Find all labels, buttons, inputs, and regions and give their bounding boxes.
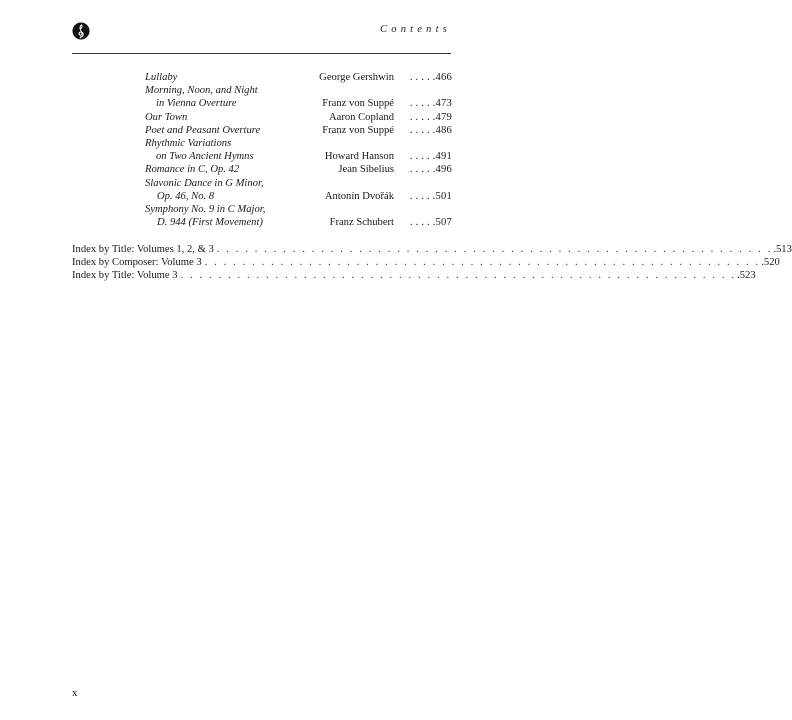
work-entry-continued xyxy=(145,97,452,110)
dot-leader: . . . . . . . . . . . . . . . . . . . . . . . . . . . . . . . . . . . . . . . . . . . . . . . . . . . . . . . . . . . xyxy=(180,270,737,282)
work-entry xyxy=(145,203,452,216)
work-entry xyxy=(145,177,452,190)
running-head: Contents xyxy=(380,24,451,35)
index-entry xyxy=(72,269,756,282)
work-composer: Franz von Suppé xyxy=(322,98,394,110)
work-page: . . . . .491 xyxy=(409,151,452,163)
work-entry xyxy=(145,124,452,137)
work-title: Slavonic Dance in G Minor, xyxy=(145,177,264,189)
work-title-continued: on Two Ancient Hymns xyxy=(156,151,254,163)
index-list xyxy=(72,243,792,283)
index-page: .513 xyxy=(773,244,792,255)
work-composer: Antonín Dvořák xyxy=(324,190,394,202)
index-label: Index by Title: Volumes 1, 2, & 3 xyxy=(72,244,214,255)
index-page: .520 xyxy=(761,257,780,269)
work-entry xyxy=(145,111,452,124)
works-list xyxy=(145,71,452,229)
work-page: . . . . .473 xyxy=(409,98,452,110)
work-page: . . . . .501 xyxy=(409,190,452,202)
work-composer: George Gershwin xyxy=(319,72,394,83)
work-page: . . . . .466 xyxy=(409,72,452,83)
work-composer: Franz von Suppé xyxy=(322,124,394,136)
work-title: Rhythmic Variations xyxy=(145,137,232,149)
work-title: Lullaby xyxy=(145,72,178,83)
index-label: Index by Composer: Volume 3 xyxy=(72,257,202,269)
work-title: Symphony No. 9 in C Major, xyxy=(145,203,266,215)
work-title: Morning, Noon, and Night xyxy=(145,85,258,97)
work-page: . . . . .479 xyxy=(409,111,452,123)
work-title-continued: in Vienna Overture xyxy=(156,98,237,110)
work-composer: Franz Schubert xyxy=(329,217,394,229)
index-entry xyxy=(72,243,792,256)
work-composer: Jean Sibelius xyxy=(338,164,394,176)
work-entry-continued xyxy=(145,190,452,203)
work-entry-continued xyxy=(145,150,452,163)
header-rule xyxy=(72,53,451,54)
work-entry xyxy=(145,71,452,84)
work-composer: Howard Hanson xyxy=(324,151,394,163)
work-title-continued: D. 944 (First Movement) xyxy=(157,217,263,229)
page-number: x xyxy=(72,687,78,699)
work-title: Our Town xyxy=(145,111,188,123)
work-page: . . . . .496 xyxy=(409,164,452,176)
dot-leader: . . . . . . . . . . . . . . . . . . . . . . . . . . . . . . . . . . . . . . . . . . . . . . . . . . . . . . . . . . . xyxy=(216,244,773,255)
work-page: . . . . .486 xyxy=(409,124,452,136)
work-title-continued: Op. 46, No. 8 xyxy=(157,190,215,202)
work-entry xyxy=(145,84,452,97)
work-entry-continued xyxy=(145,216,452,229)
work-entry xyxy=(145,137,452,150)
work-composer: Aaron Copland xyxy=(328,111,394,123)
work-entry xyxy=(145,163,452,176)
index-entry xyxy=(72,256,780,269)
work-title: Poet and Peasant Overture xyxy=(145,124,261,136)
dot-leader: . . . . . . . . . . . . . . . . . . . . . . . . . . . . . . . . . . . . . . . . . . . . . . . . . . . . . . . . . . . xyxy=(204,257,761,269)
work-title: Romance in C, Op. 42 xyxy=(145,164,240,176)
treble-clef-icon xyxy=(72,22,90,40)
index-page: .523 xyxy=(737,270,756,282)
index-label: Index by Title: Volume 3 xyxy=(72,270,178,282)
work-page: . . . . .507 xyxy=(409,217,452,229)
